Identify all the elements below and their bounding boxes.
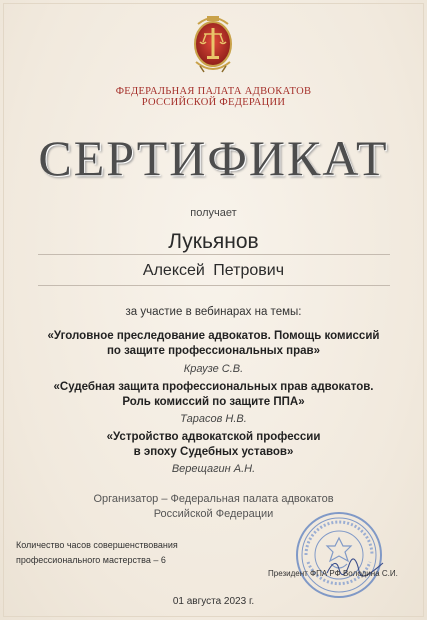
org-name-line1: ФЕДЕРАЛЬНАЯ ПАЛАТА АДВОКАТОВ: [115, 86, 312, 97]
topic-3-author: Верещагин А.Н.: [171, 463, 256, 475]
topic-3-line-1: «Устройство адвокатской профессии: [106, 431, 321, 443]
divider: [38, 254, 390, 255]
topic-2-line-1: «Судебная защита профессиональных прав адвокатов.: [53, 381, 374, 393]
organizer-line1: Организатор – Федеральная палата адвокатов: [93, 493, 334, 505]
topic-1-line-2: по защите профессиональных прав»: [106, 345, 321, 357]
topic-1-line-1: «Уголовное преследование адвокатов. Помощь комиссий: [47, 330, 380, 342]
topic-2-author: Тарасов Н.В.: [180, 413, 247, 425]
president-signature-label: Президент ФПА РФ Володина С.И.: [268, 569, 398, 578]
topic-3-line-2: в эпоху Судебных уставов»: [133, 446, 294, 458]
webinars-intro: за участие в вебинарах на темы:: [125, 306, 302, 318]
recipient-surname: Лукьянов: [168, 230, 259, 253]
recipient-given-names: Алексей Петрович: [142, 262, 285, 279]
hours-line2: профессионального мастерства – 6: [16, 555, 166, 565]
org-name-line2: РОССИЙСКОЙ ФЕДЕРАЦИИ: [141, 97, 286, 108]
receives-label: получает: [190, 207, 237, 219]
divider: [38, 285, 390, 286]
issue-date: 01 августа 2023 г.: [172, 596, 255, 607]
fpa-emblem-icon: [190, 14, 236, 78]
topic-2-line-2: Роль комиссий по защите ППА»: [122, 396, 305, 408]
certificate-title: СЕРТИФИКАТ: [38, 130, 389, 186]
hours-note: [16, 538, 256, 568]
organizer-line2: Российской Федерации: [153, 508, 274, 520]
topic-1-author: Краузе С.В.: [183, 363, 244, 375]
fpa-seal-icon: [294, 510, 384, 600]
hours-line1: Количество часов совершенствования: [16, 540, 178, 550]
